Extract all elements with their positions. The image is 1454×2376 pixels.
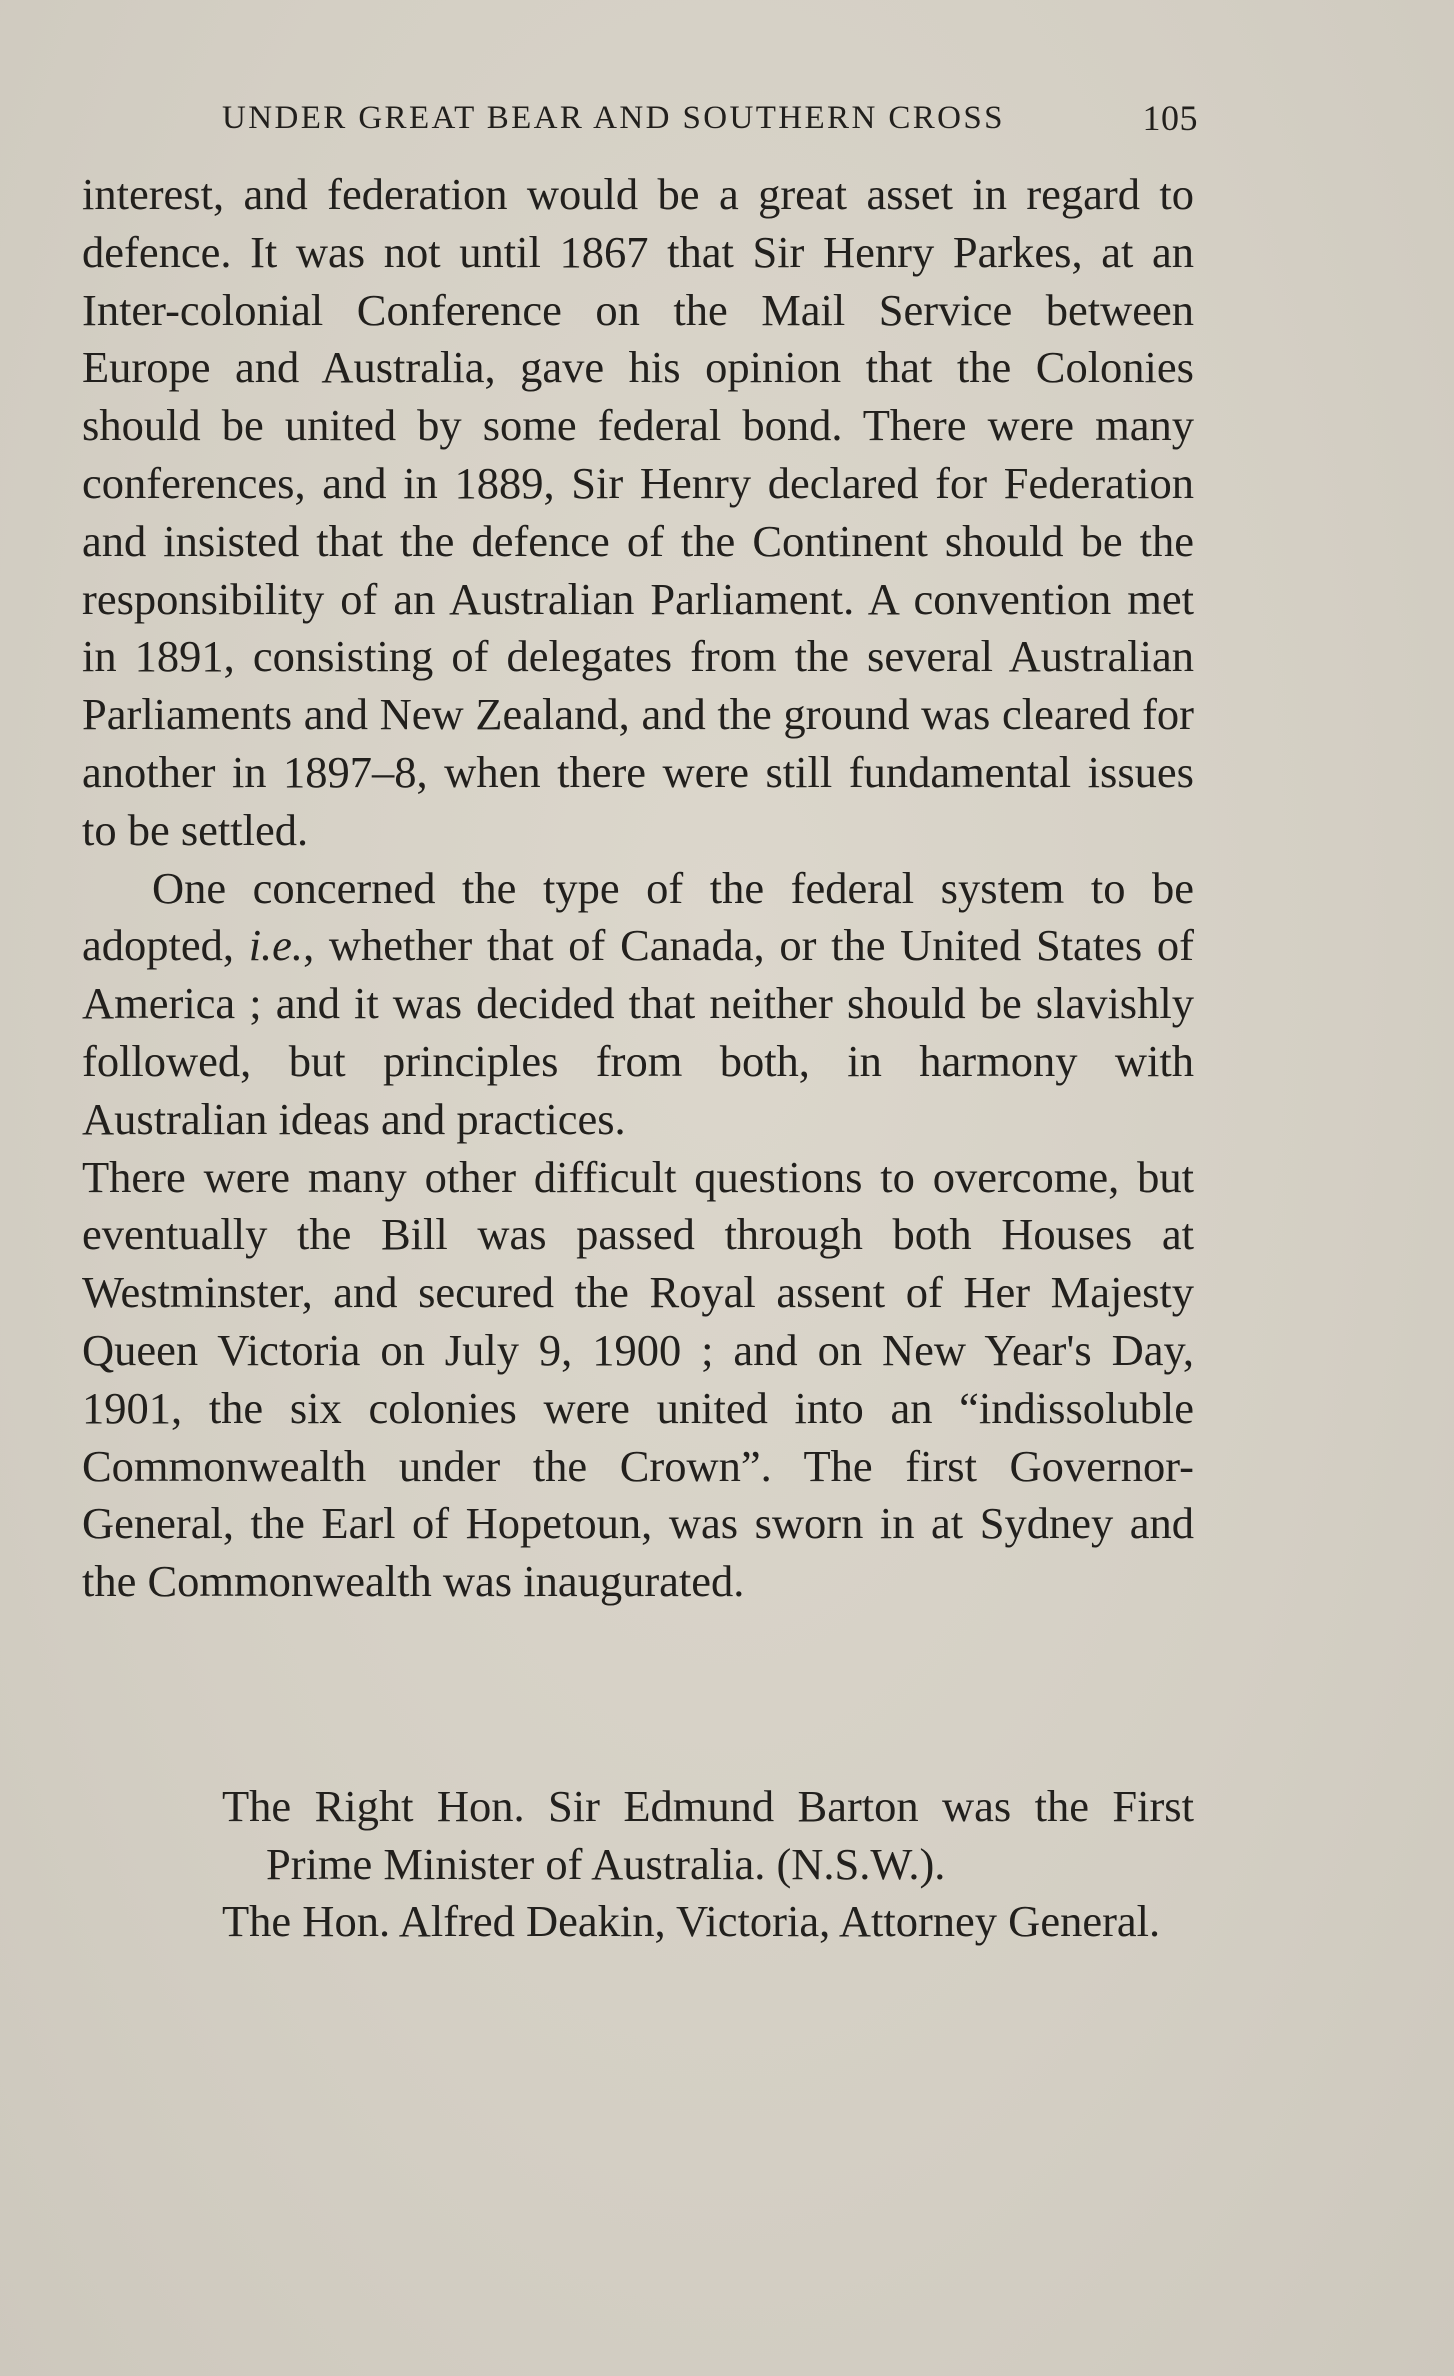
page-number: 105 — [1142, 98, 1198, 138]
paragraph-federation-history: interest, and federation would be a great asset in regard to defence. It was not until 1867 that Sir Henry Parkes, at an Inter-colonial Conference on the Mail Service between Europe and Australia, gave his opinion that the Colonies should be united by some federal bond. There were many conferences, and in 1889, Sir Henry declared for Federation and insisted that the defence of the Continent should be the responsibility of an Australian Parliament. A convention met in 1891, consisting of delegates from the several Australian Parliaments and New Zealand, and the ground was cleared for another in 1897–8, when there were still fundamental issues to be settled. — [82, 169, 1194, 855]
ministers-list — [222, 1778, 1194, 1951]
minister-entry-barton: The Right Hon. Sir Edmund Barton was the First Prime Minister of Australia. (N.S.W.). — [222, 1781, 1194, 1889]
ie-abbreviation: i.e. — [248, 920, 304, 971]
running-head — [222, 96, 1198, 140]
minister-entry-deakin: The Hon. Alfred Deakin, Victoria, Attorney General. — [222, 1896, 1161, 1946]
body-text — [82, 166, 1194, 1611]
federal-paragraph-before: One concerned the type of the federal system to be adopted, — [82, 862, 1194, 971]
federal-paragraph-after: , whether that of Canada, or the United States of America ; and it was decided that neither should be slavishly followed, but principles from both, in harmony with Australian ideas and practices. — [82, 920, 1194, 1144]
running-title: UNDER GREAT BEAR AND SOUTHERN CROSS — [222, 100, 1005, 136]
paragraph-federal-system — [82, 860, 1194, 1149]
paragraph-commonwealth: There were many other difficult questions to overcome, but eventually the Bill was passed through both Houses at Westminster, and secured the Royal assent of Her Majesty Queen Victoria on July 9, 1900 ; and on New Year's Day, 1901, the six colonies were united into an “indissoluble Commonwealth under the Crown”. The first Governor-General, the Earl of Hopetoun, was sworn in at Sydney and the Commonwealth was inaugurated. — [82, 1151, 1194, 1607]
